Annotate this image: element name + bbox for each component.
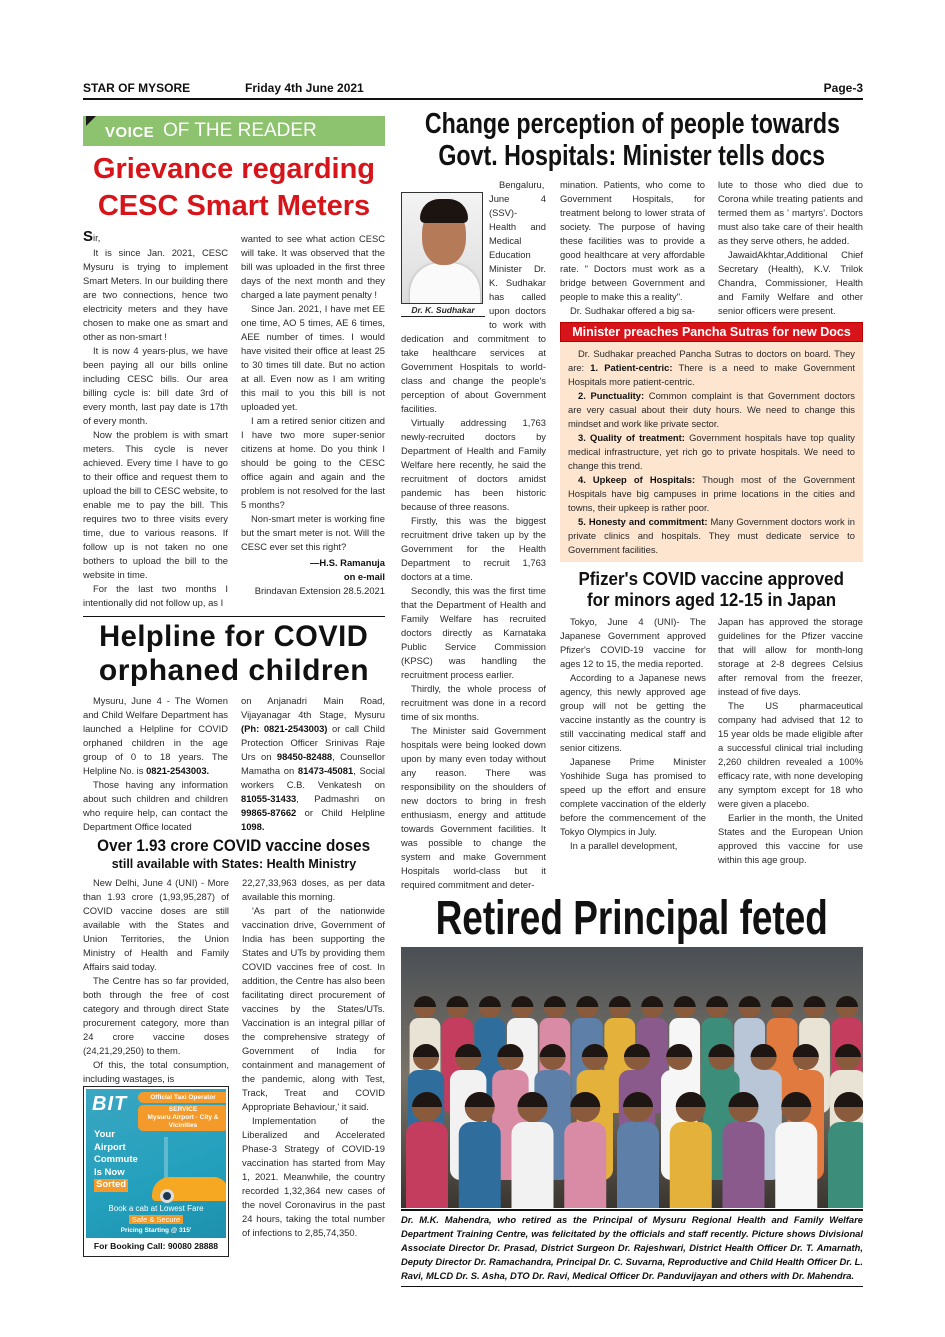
paragraphs [241, 694, 385, 834]
ad-book-line: Book a cab at Lowest Fare [108, 1204, 204, 1213]
bold-text: 81473-45081 [297, 765, 354, 776]
doses-col-1 [83, 876, 229, 1257]
bold-text: 4. Upkeep of Hospitals: [578, 474, 696, 485]
paragraphs [560, 615, 706, 853]
letter-via: on e-mail [343, 571, 385, 582]
paragraph: For the last two months I intentionally did not follow up, as I [83, 583, 228, 608]
paragraph: on Anjanadri Main Road, Vijayanagar 4th Stage, Mysuru (Ph: 0821-2543003) or call Child Protection Officer Srinivas Raje Urs on 98450-82488, Counsellor Mamatha on 81473-45081, Social workers C.B. Venkatesh on 81055-31433, Padmashri on 99865-87662 or Child Helpline 1098. [241, 695, 386, 832]
paragraph: The Minister said Government hospitals were being looked down upon by many even today without any reason. There was responsibility on the shoulders of new doctors to bring in fresh enthusiasm, energy and attitude towards Government facilities. It was possible to change the system and make Government Hospitals world-class but it required commitment and deter- [401, 725, 546, 890]
paragraph: Non-smart meter is working fine but the smart meter is not. Will the CESC ever set this right? [241, 513, 385, 552]
bold-text: 1098. [241, 821, 265, 832]
paragraphs [718, 178, 863, 318]
letter-signature: —H.S. Ramanuja [309, 557, 385, 568]
paragraph: 4. Upkeep of Hospitals: Though most of the Government Hospitals have big campuses in prime locations in the cities and towns, their upkeep is rather poor. [568, 474, 855, 513]
paragraph: Since Jan. 2021, I have met EE one time, AO 5 times, AE 6 times, AEE number of times. I would have visited their office at least 25 to 30 times till date. But no action at all. Even now as I am writing this mail to you this bill is not uploaded yet. [241, 303, 385, 412]
paragraph: New Delhi, June 4 (UNI) - More than 1.93 crore (1,93,95,287) of COVID vaccine doses are still available with the States and Union Territories, the Union Ministry of Health and Family Affairs said today. [83, 877, 229, 972]
helpline-headline-1: Helpline for COVID [99, 620, 369, 653]
doses-subhead: still available with States: Health Ministry [111, 857, 357, 871]
taxi-advertisement[interactable] [83, 1086, 229, 1257]
pancha-sutras-box [560, 322, 863, 562]
bold-text: 0821-2543003. [146, 765, 210, 776]
ad-tag: Official Taxi Operator [138, 1092, 226, 1103]
grievance-col-1 [83, 228, 228, 610]
caption-top-rule [401, 1209, 863, 1211]
paragraph: 3. Quality of treatment: Government hospitals have top quality medical infrastructure, yet rich go to private hospitals. We need to change this trend. [568, 432, 855, 471]
sudhakar-continuation [560, 178, 863, 318]
doses-col-2 [242, 876, 385, 1257]
sudhakar-headline-1: Change perception of people towards [424, 108, 840, 140]
paragraph: Firstly, this was the biggest recruitment drive taken up by the Government for the Health Department to recruit 1,763 doctors at a time. [401, 515, 546, 582]
sudhakar-col-3 [718, 178, 863, 318]
corner-triangle-icon [86, 116, 96, 126]
drop-initial: S [83, 228, 94, 245]
bold-text: 98450-82488 [276, 751, 333, 762]
person-figure [564, 1122, 606, 1208]
person-figure [723, 1122, 765, 1208]
section-rule [83, 616, 385, 617]
helpline-body [83, 694, 385, 834]
header-rule [83, 98, 863, 100]
paragraphs [83, 876, 229, 1086]
person-figure [406, 1122, 448, 1208]
paragraph: Those having any information about such children and children who require help, can contact the Department Office located [83, 779, 228, 832]
doses-body [83, 876, 385, 1257]
ad-safe: Safe & Secure [86, 1214, 226, 1225]
paragraph: 5. Honesty and commitment: Many Government doctors work in private clinics and hospitals. They must dedicate service to Government facilities. [568, 516, 855, 555]
paragraph: 22,27,33,963 doses, as per data available this morning. [242, 877, 385, 902]
paragraph: The US pharmaceutical company had advised that 12 to 15 year olds be made eligible after a successful clinical trial including 2,260 children revealed a 100% efficacy rate, with none developing any symptom except for 18 who were given a placebo. [718, 700, 863, 809]
paragraph: Now the problem is with smart meters. This cycle is never achieved. Every time I have to go to their office and request them to upload the bill to CESC website, to enable me to pay the bill. This requires two to three visits every time, due to various reasons. If follow up is not taken no one bothers to upload the bill to the website in time. [83, 429, 228, 580]
helpline-col-2 [241, 694, 385, 834]
paragraph: Earlier in the month, the United States and the European Union approved this vaccine for use within this age group. [718, 812, 863, 865]
doses-headline: Over 1.93 crore COVID vaccine doses [97, 836, 371, 855]
pfizer-col-1 [560, 615, 706, 853]
ad-pricing: Pricing Starting @ 315' [120, 1227, 192, 1234]
bold-text: 3. Quality of treatment: [578, 432, 685, 443]
paragraph: It is now 4 years-plus, we have been paying all our bills online including CESC bills. Our area billing cycle is: bill date 3rd of every month, last pay date is 17th of every month. [83, 345, 228, 426]
paragraph: Japanese Prime Minister Yoshihide Suga has promised to speed up the effort and ensure complete vaccination of the elderly before the commencement of the Tokyo Olympics in July. [560, 756, 706, 837]
person-figure [828, 1122, 863, 1208]
paragraph: Mysuru, June 4 - The Women and Child Welfare Department has launched a Helpline for COVID orphaned children in the age group of 0 to 18 years. The Helpline No. is 0821-2543003. [83, 695, 228, 776]
right-column-stack [401, 108, 863, 1287]
ad-service [138, 1105, 226, 1131]
salutation: ir, [93, 232, 101, 243]
person-figure [459, 1122, 501, 1208]
paragraph: I am a retired senior citizen and I have two more super-senior citizens at home. Do you think I should be going to the CESC office again and again and the problem is not resolved for the last 5 months? [241, 415, 385, 510]
bold-text: 1. Patient-centric: [590, 362, 673, 373]
paragraphs [560, 178, 705, 318]
paragraph: Secondly, this was the first time that the Department of Health and Family Welfare has recruited doctors directly as Karnataka Public Service Commission (KPSC) was handling the recruitment process earlier. [401, 585, 546, 680]
paragraph: Bengaluru, June 4 (SSV)- Health and Medical Education Minister Dr. K. Sudhakar has called upon doctors to work with dedication and commitment to take healthcare services at Government Hospitals to world-class and change the people's perception of about Government facilities. [401, 179, 546, 414]
grievance-col-2 [241, 228, 385, 598]
paragraph: Dr. Sudhakar preached Pancha Sutras to doctors on board. They are: 1. Patient-centric: There is a need to make Government Hospitals more patient-centric. [568, 348, 855, 387]
helpline-headline-2: orphaned children [98, 654, 370, 687]
paragraphs [568, 347, 855, 557]
pancha-title: Minister preaches Pancha Sutras for new Docs [560, 322, 863, 342]
pfizer-col-2 [718, 615, 863, 867]
right-upper-area [401, 178, 863, 892]
paragraph: It is since Jan. 2021, CESC Mysuru is trying to implement Smart Meters. In our building there are two connections, hence two electricity meters and they have chosen to make one as smart and other as non-smart ! [83, 247, 228, 342]
ad-service-area: Mysuru Airport · City & Vicinities [147, 1114, 219, 1129]
paragraph: lute to those who died due to Corona while treating patients and termed them as ' martyrs'. Doctors must also take care of their health as they serve others, he added. [718, 179, 863, 246]
paragraph: Implementation of the Liberalized and Accelerated Phase-3 Strategy of COVID-19 vaccination has started from May 1, 2021. Meanwhile, the country recorded 1,32,364 new cases of the novel Coronavirus in the past 24 hours, taking the total number of infections to 2,85,74,350. [242, 1115, 385, 1238]
newspaper-name: STAR OF MYSORE [83, 81, 191, 95]
paragraph: According to a Japanese news agency, this newly approved age group will not be getting the vaccine instantly as the country is still vaccinating medical staff and senior citizens. [560, 672, 706, 753]
paragraphs [83, 246, 228, 610]
retired-headline: Retired Principal feted [435, 892, 829, 945]
bold-text: 99865-87662 [241, 807, 297, 818]
bold-text: 2. Punctuality: [578, 390, 645, 401]
paragraph: Thirdly, the whole process of recruitment was done in a record time of six months. [401, 683, 546, 722]
paragraphs [83, 694, 228, 834]
pfizer-body [560, 615, 863, 867]
paragraph: In a parallel development, [570, 840, 678, 851]
pfizer-headline-1: Pfizer's COVID vaccine approved [578, 569, 845, 589]
paragraph: The Centre has so far provided, both through the free of cost category and through direct State procurement category, more than 24 crore vaccine doses (24,21,29,250) to them. [83, 975, 229, 1056]
photo-caption: Dr. K. Sudhakar [401, 304, 485, 317]
right-subcolumns [560, 178, 863, 867]
paragraph: JawaidAkhtar,Additional Chief Secretary (Health), K.V. Trilok Chandra, Commissioner, Health and Family Welfare and other senior officers were present. [718, 249, 863, 316]
paragraph: Tokyo, June 4 (UNI)- The Japanese Government approved Pfizer's COVID-19 vaccine for ages 12 to 15, the media reported. [560, 616, 706, 669]
letter-address: Brindavan Extension 28.5.2021 [254, 585, 385, 596]
voice-label: VOICE [105, 124, 155, 141]
ad-service-label: SERVICE [168, 1106, 198, 1113]
paragraph: mination. Patients, who come to Government Hospitals, for treatment belong to lower strata of society. The purpose of having these facilities was to provide a good healthcare at very affordable rate. " Doctors must work as a bridge between Government and people to make this a reality". [560, 179, 705, 302]
group-photo [401, 947, 863, 1208]
left-column-stack [83, 116, 385, 1257]
person-figure [617, 1122, 659, 1208]
issue-date: Friday 4th June 2021 [245, 81, 364, 95]
bold-text: (Ph: 0821-2543003) [241, 723, 328, 734]
paragraph: 'As part of the nationwide vaccination drive, Government of India has been supporting the States and UTs by providing them COVID vaccines free of cost. In addition, the Centre has also been facilitating direct procurement of vaccines by the States/UTs. Vaccination is an integral pillar of the comprehensive strategy of Government of India for containment and management of the pandemic, along with Test, Track, Treat and COVID Appropriate Behaviour,' it said. [242, 905, 385, 1112]
paragraphs [242, 876, 385, 1240]
paragraph: 2. Punctuality: Common complaint is that Government doctors are very casual about their duty hours. We need to change this mindset and work like private sector. [568, 390, 855, 429]
ad-brand-logo: BIT [92, 1093, 128, 1115]
grievance-headline-1: Grievance regarding [92, 153, 376, 185]
sudhakar-col-2 [560, 178, 705, 318]
paragraph: Of this, the total consumption, including wastages, is [83, 1059, 229, 1084]
helpline-col-1 [83, 694, 228, 834]
person-figure [670, 1122, 712, 1208]
paragraph: Virtually addressing 1,763 newly-recruited doctors by Department of Health and Family Welfare here recently, he said the recruitment of doctors amidst pandemic has been historic because of three reasons. [401, 417, 546, 512]
grievance-body [83, 228, 385, 610]
ad-booking-call: For Booking Call: 90080 28888 [93, 1241, 219, 1251]
sudhakar-col-1 [401, 178, 546, 892]
voice-of-reader-banner [83, 116, 385, 146]
paragraph: Japan has approved the storage guidelines for the Pfizer vaccine that will allow for month-long storage at 2-8 degrees Celsius after removal from the freezer, instead of five days. [718, 616, 863, 697]
photo-caption-retired: Dr. M.K. Mahendra, who retired as the Principal of Mysuru Regional Health and Family Welfare Department Training Centre, was felicitated by the officials and staff recently. Picture shows Divisional Associate Director Dr. Prasad, District Surgeon Dr. Rajeshwari, District Health Officer Dr. T. Amarnath, Deputy Director Dr. Ramachandra, Principal Dr. C. Suvarna, Reproductive and Child Health Officer Dr. L. Ravi, MLCD Dr. S. Asha, DTO Dr. Ravi, Medical Officer Dr. Panduvijayan and others with Dr. Mahendra. [401, 1213, 863, 1287]
paragraph: wanted to see what action CESC will take. It was observed that the bill was uploaded in the first three days of the next month and they charged a late payment penalty ! [241, 233, 385, 300]
paragraph: Dr. Sudhakar offered a big sa- [570, 305, 695, 316]
bold-text: 81055-31433 [241, 793, 297, 804]
person-figure [775, 1122, 817, 1208]
ad-headline: Your Airport Commute Is Now Sorted [94, 1129, 138, 1190]
person-figure [512, 1122, 554, 1208]
sudhakar-headline-2: Govt. Hospitals: Minister tells docs [438, 140, 826, 172]
grievance-headline-2: CESC Smart Meters [97, 190, 371, 222]
pfizer-headline-2: for minors aged 12-15 in Japan [586, 590, 837, 610]
of-the-reader-label: OF THE READER [163, 120, 317, 141]
bold-text: 5. Honesty and commitment: [578, 516, 708, 527]
page-number: Page-3 [823, 81, 863, 95]
paragraphs [241, 232, 385, 554]
taxi-wheel-icon [160, 1189, 174, 1203]
paragraphs [718, 615, 863, 867]
sudhakar-photo [401, 192, 485, 317]
